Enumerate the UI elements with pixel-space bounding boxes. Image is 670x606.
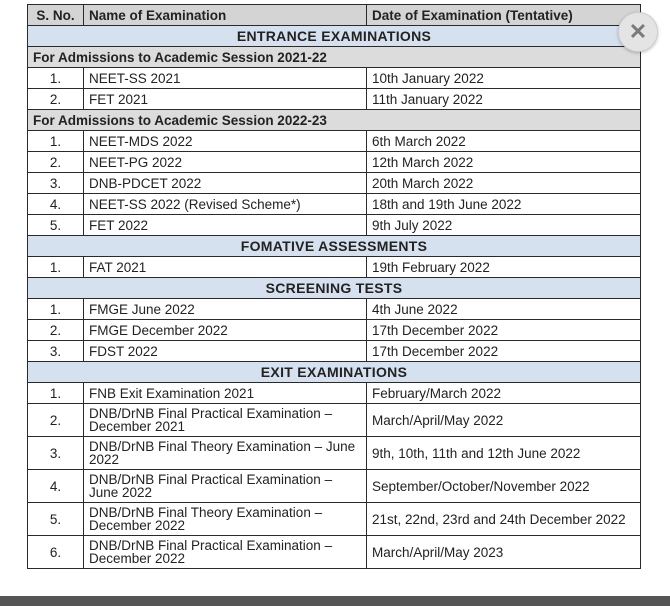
exam-date: 20th March 2022 — [367, 173, 641, 194]
exam-name: FET 2022 — [84, 215, 367, 236]
section-entrance-row — [28, 26, 641, 47]
table-row — [28, 404, 641, 437]
exam-date: March/April/May 2022 — [367, 404, 641, 437]
exam-date: 17th December 2022 — [367, 320, 641, 341]
serial-number: 2. — [28, 152, 84, 173]
serial-number: 1. — [28, 68, 84, 89]
serial-number: 2. — [28, 89, 84, 110]
header-name: Name of Examination — [84, 5, 367, 26]
exam-date: March/April/May 2023 — [367, 536, 641, 569]
exam-name: FMGE December 2022 — [84, 320, 367, 341]
exam-name: FNB Exit Examination 2021 — [84, 383, 367, 404]
session-2021-22-title: For Admissions to Academic Session 2021-22 — [28, 47, 641, 68]
exam-name: NEET-PG 2022 — [84, 152, 367, 173]
exam-name: FDST 2022 — [84, 341, 367, 362]
serial-number: 2. — [28, 320, 84, 341]
table-row — [28, 503, 641, 536]
exam-date: 12th March 2022 — [367, 152, 641, 173]
table-row — [28, 299, 641, 320]
table-row — [28, 437, 641, 470]
session-2021-22-row — [28, 47, 641, 68]
exam-name: FMGE June 2022 — [84, 299, 367, 320]
exam-name: DNB/DrNB Final Practical Examination – December 2021 — [84, 404, 367, 437]
exam-date: 10th January 2022 — [367, 68, 641, 89]
table-row — [28, 68, 641, 89]
exam-name: FAT 2021 — [84, 257, 367, 278]
table-row — [28, 215, 641, 236]
header-date: Date of Examination (Tentative) — [367, 5, 641, 26]
table-row — [28, 131, 641, 152]
exam-date: 9th, 10th, 11th and 12th June 2022 — [367, 437, 641, 470]
exam-date: 11th January 2022 — [367, 89, 641, 110]
exam-name: DNB/DrNB Final Theory Examination – June 2022 — [84, 437, 367, 470]
serial-number: 3. — [28, 437, 84, 470]
close-button[interactable] — [618, 12, 658, 52]
exam-name: NEET-MDS 2022 — [84, 131, 367, 152]
serial-number: 1. — [28, 383, 84, 404]
exam-name: DNB/DrNB Final Practical Examination – December 2022 — [84, 536, 367, 569]
exam-date: 19th February 2022 — [367, 257, 641, 278]
table-row — [28, 470, 641, 503]
section-exit-title: EXIT EXAMINATIONS — [28, 362, 641, 383]
exam-name: NEET-SS 2021 — [84, 68, 367, 89]
table-row — [28, 257, 641, 278]
examination-schedule-table — [27, 4, 641, 569]
table-row — [28, 194, 641, 215]
exam-date: 18th and 19th June 2022 — [367, 194, 641, 215]
table-row — [28, 383, 641, 404]
table-row — [28, 341, 641, 362]
serial-number: 1. — [28, 257, 84, 278]
bottom-bar — [0, 596, 670, 606]
exam-date: 17th December 2022 — [367, 341, 641, 362]
exam-date: 21st, 22nd, 23rd and 24th December 2022 — [367, 503, 641, 536]
exam-date: 6th March 2022 — [367, 131, 641, 152]
table-row — [28, 320, 641, 341]
header-row — [28, 5, 641, 26]
serial-number: 3. — [28, 341, 84, 362]
exam-date: February/March 2022 — [367, 383, 641, 404]
section-screening-row — [28, 278, 641, 299]
section-exit-row — [28, 362, 641, 383]
section-formative-title: FOMATIVE ASSESSMENTS — [28, 236, 641, 257]
exam-name: DNB/DrNB Final Theory Examination – December 2022 — [84, 503, 367, 536]
exam-date: 4th June 2022 — [367, 299, 641, 320]
table-row — [28, 536, 641, 569]
serial-number: 6. — [28, 536, 84, 569]
exam-date: September/October/November 2022 — [367, 470, 641, 503]
serial-number: 5. — [28, 215, 84, 236]
serial-number: 2. — [28, 404, 84, 437]
serial-number: 3. — [28, 173, 84, 194]
serial-number: 1. — [28, 299, 84, 320]
serial-number: 4. — [28, 194, 84, 215]
serial-number: 4. — [28, 470, 84, 503]
exam-date: 9th July 2022 — [367, 215, 641, 236]
table-row — [28, 173, 641, 194]
session-2022-23-row — [28, 110, 641, 131]
close-icon: ✕ — [628, 19, 648, 44]
exam-name: NEET-SS 2022 (Revised Scheme*) — [84, 194, 367, 215]
exam-name: FET 2021 — [84, 89, 367, 110]
table-row — [28, 89, 641, 110]
serial-number: 1. — [28, 131, 84, 152]
exam-name: DNB/DrNB Final Practical Examination – June 2022 — [84, 470, 367, 503]
serial-number: 5. — [28, 503, 84, 536]
section-screening-title: SCREENING TESTS — [28, 278, 641, 299]
table-row — [28, 152, 641, 173]
header-sno: S. No. — [28, 5, 84, 26]
section-formative-row — [28, 236, 641, 257]
session-2022-23-title: For Admissions to Academic Session 2022-23 — [28, 110, 641, 131]
section-entrance-title: ENTRANCE EXAMINATIONS — [28, 26, 641, 47]
exam-name: DNB-PDCET 2022 — [84, 173, 367, 194]
